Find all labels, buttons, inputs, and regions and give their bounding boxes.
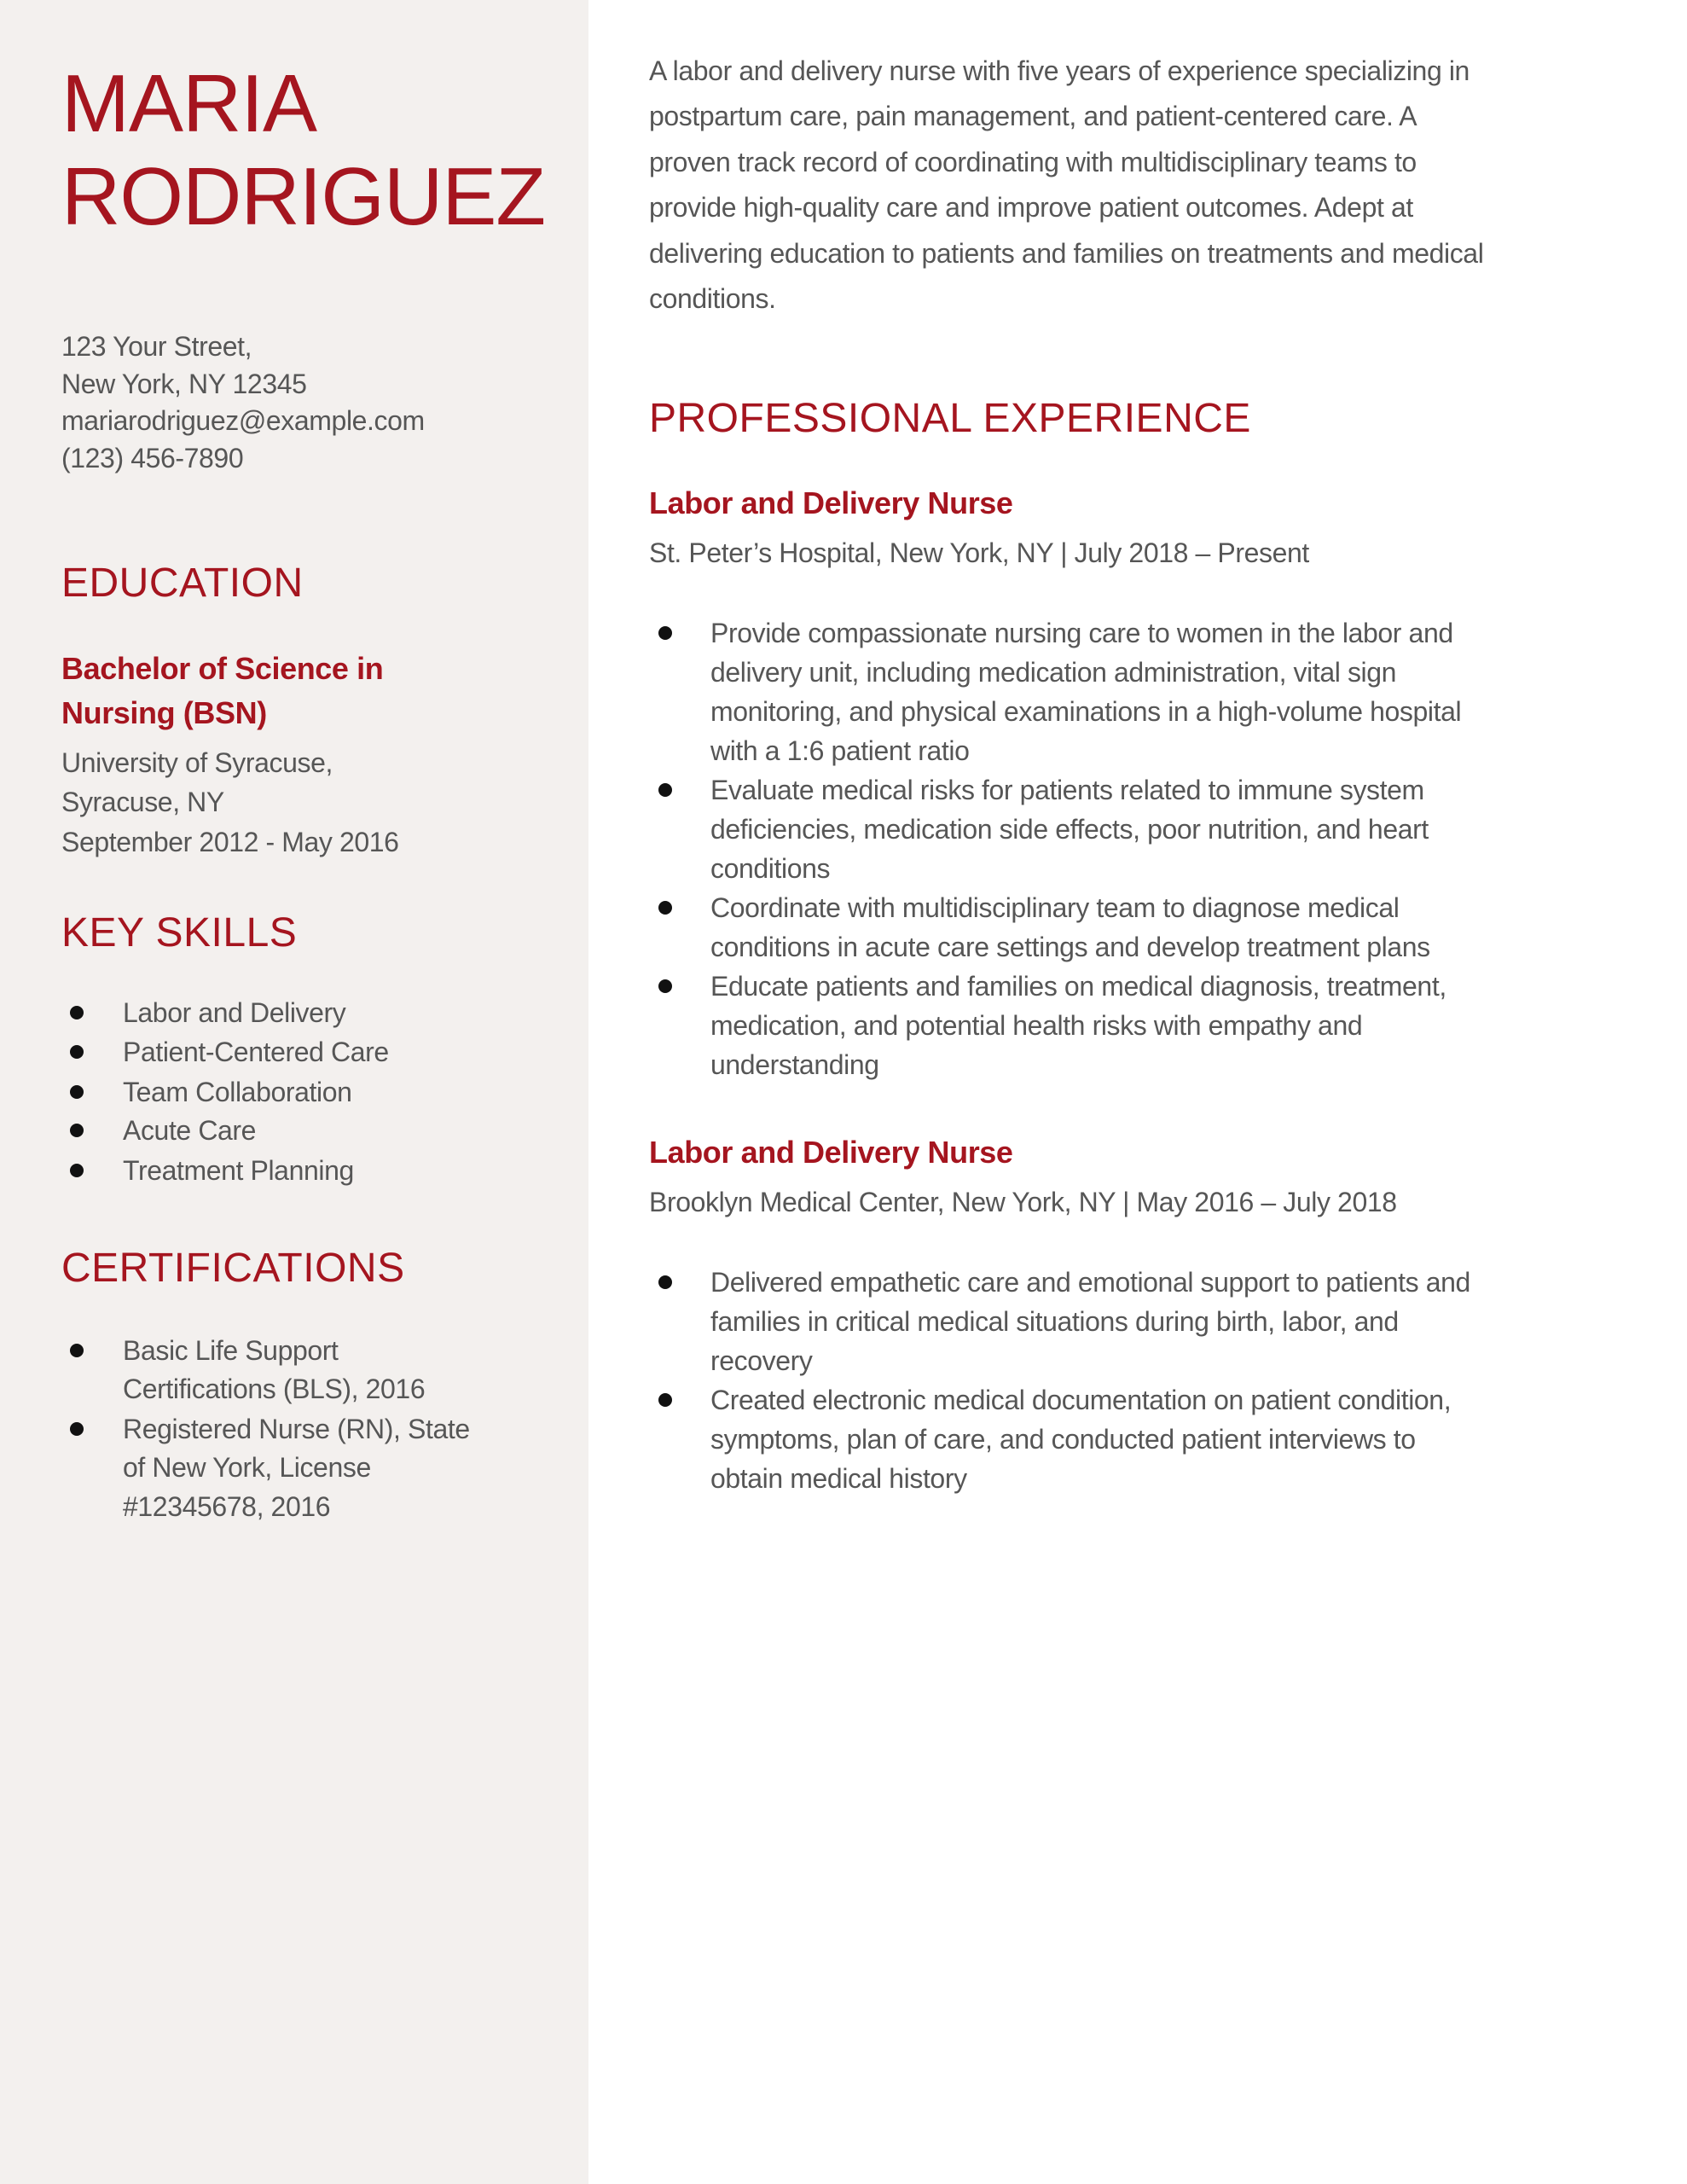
certification-line: #12345678, 2016	[123, 1491, 331, 1522]
job-meta: Brooklyn Medical Center, New York, NY | May 2016 – July 2018	[649, 1187, 1397, 1217]
job-bullet-line: Educate patients and families on medical diagnosis, treatment,	[710, 971, 1446, 1002]
degree-line-2: Nursing (BSN)	[61, 695, 267, 730]
job-bullet-line: families in critical medical situations during birth, labor, and	[710, 1306, 1399, 1337]
name-first: MARIA	[61, 58, 317, 149]
summary-line: proven track record of coordinating with multidisciplinary teams to	[649, 146, 1417, 177]
bullet-icon	[70, 1344, 84, 1357]
job-bullet-line: medication, and potential health risks with empathy and	[710, 1010, 1363, 1041]
contact-address-1: 123 Your Street,	[61, 331, 252, 362]
certifications-heading: CERTIFICATIONS	[61, 1246, 405, 1291]
contact-phone: (123) 456-7890	[61, 443, 244, 473]
job-bullet-line: obtain medical history	[710, 1463, 967, 1494]
skill-item: Treatment Planning	[123, 1155, 354, 1186]
job-bullet-line: Created electronic medical documentation on patient condition,	[710, 1385, 1452, 1415]
summary-line: A labor and delivery nurse with five years of experience specializing in	[649, 55, 1470, 86]
summary-line: provide high-quality care and improve patient outcomes. Adept at	[649, 192, 1413, 224]
school: University of Syracuse,	[61, 747, 333, 778]
bullet-icon	[70, 1422, 84, 1436]
job-bullet-line: monitoring, and physical examinations in a high-volume hospital	[710, 696, 1462, 727]
certification-line: Certifications (BLS), 2016	[123, 1374, 426, 1404]
bullet-icon	[70, 1085, 84, 1099]
certification-line: of New York, License	[123, 1452, 371, 1483]
job-bullet-line: conditions	[710, 853, 831, 884]
bullet-icon	[658, 979, 672, 993]
name-last: RODRIGUEZ	[61, 151, 545, 242]
skill-item: Patient-Centered Care	[123, 1037, 389, 1067]
bullet-icon	[658, 1275, 672, 1289]
bullet-icon	[658, 1393, 672, 1407]
bullet-icon	[70, 1124, 84, 1137]
skills-heading: KEY SKILLS	[61, 910, 298, 956]
job-bullet-line: Coordinate with multidisciplinary team to diagnose medical	[710, 892, 1400, 923]
job-bullet-line: conditions in acute care settings and develop treatment plans	[710, 932, 1430, 962]
job-title: Labor and Delivery Nurse	[649, 1135, 1013, 1170]
job-bullet-line: deficiencies, medication side effects, poor nutrition, and heart	[710, 814, 1429, 845]
contact-email: mariarodriguez@example.com	[61, 405, 425, 436]
experience-heading: PROFESSIONAL EXPERIENCE	[649, 396, 1251, 441]
job-bullet-line: recovery	[710, 1345, 813, 1376]
skill-item: Team Collaboration	[123, 1077, 352, 1107]
bullet-icon	[658, 626, 672, 640]
job-meta: St. Peter’s Hospital, New York, NY | July 2018 – Present	[649, 537, 1309, 568]
school-location: Syracuse, NY	[61, 787, 224, 817]
bullet-icon	[70, 1164, 84, 1177]
job-bullet-line: delivery unit, including medication administration, vital sign	[710, 657, 1397, 688]
job-title: Labor and Delivery Nurse	[649, 485, 1013, 520]
degree-line-1: Bachelor of Science in	[61, 651, 384, 686]
bullet-icon	[70, 1006, 84, 1019]
job-bullet-line: Provide compassionate nursing care to women in the labor and	[710, 618, 1453, 648]
job-bullet-line: with a 1:6 patient ratio	[710, 735, 970, 766]
bullet-icon	[70, 1045, 84, 1059]
summary-line: conditions.	[649, 283, 776, 314]
contact-address-2: New York, NY 12345	[61, 369, 307, 399]
bullet-icon	[658, 783, 672, 797]
job-bullet-line: Delivered empathetic care and emotional support to patients and	[710, 1267, 1470, 1298]
skill-item: Acute Care	[123, 1115, 257, 1146]
education-dates: September 2012 - May 2016	[61, 827, 399, 857]
summary-line: delivering education to patients and families on treatments and medical	[649, 237, 1484, 269]
job-bullet-line: symptoms, plan of care, and conducted patient interviews to	[710, 1424, 1416, 1455]
summary-line: postpartum care, pain management, and patient-centered care. A	[649, 101, 1417, 132]
certification-line: Basic Life Support	[123, 1335, 339, 1366]
education-heading: EDUCATION	[61, 561, 304, 606]
bullet-icon	[658, 901, 672, 915]
certification-line: Registered Nurse (RN), State	[123, 1414, 470, 1444]
job-bullet-line: Evaluate medical risks for patients related to immune system	[710, 775, 1424, 805]
job-bullet-line: understanding	[710, 1049, 879, 1080]
skill-item: Labor and Delivery	[123, 997, 346, 1028]
